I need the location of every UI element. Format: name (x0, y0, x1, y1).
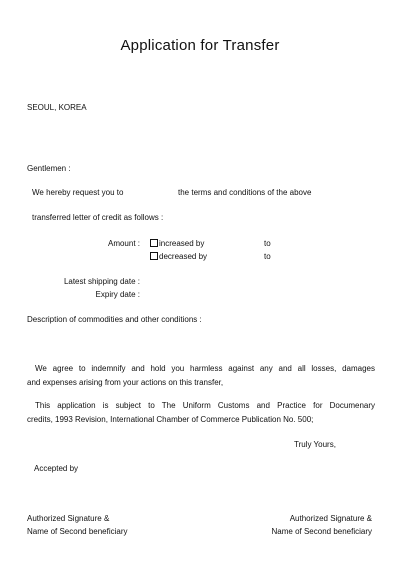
description-label: Description of commodities and other conditions : (27, 315, 202, 324)
decreased-option[interactable] (150, 252, 207, 262)
decreased-label: decreased by (159, 252, 208, 261)
salutation-text: Gentlemen : (27, 164, 71, 173)
closing-text: Truly Yours, (294, 440, 336, 449)
increased-label: increased by (159, 239, 205, 248)
signature-left-line2: Name of Second beneficiary (27, 527, 128, 536)
accepted-by-label: Accepted by (34, 464, 79, 473)
request-text-part1: We hereby request you to (32, 188, 124, 197)
document-title: Application for Transfer (120, 37, 280, 54)
location-text: SEOUL, KOREA (27, 103, 87, 112)
signature-left-line1: Authorized Signature & (27, 514, 110, 523)
request-text-part3: transferred letter of credit as follows : (32, 213, 164, 222)
signature-right-line2: Name of Second beneficiary (271, 527, 372, 536)
indemnify-line1: We agree to indemnify and hold you harmless against any and all losses, damages (35, 364, 375, 373)
decreased-checkbox[interactable] (150, 252, 158, 260)
amount-label: Amount : (107, 239, 140, 248)
increased-to-label: to (264, 239, 271, 248)
increased-checkbox[interactable] (150, 239, 158, 247)
ucp-line1: This application is subject to The Uniform Customs and Practice for Documenary (35, 401, 375, 410)
decreased-to-label: to (264, 252, 271, 261)
indemnify-line2: and expenses arising from your actions on this transfer, (27, 378, 224, 387)
request-text-part2: the terms and conditions of the above (178, 188, 312, 197)
signature-right-line1: Authorized Signature & (289, 514, 372, 523)
latest-shipping-label: Latest shipping date : (63, 277, 140, 286)
expiry-label: Expiry date : (95, 290, 140, 299)
ucp-line2: credits, 1993 Revision, International Chamber of Commerce Publication No. 500; (27, 415, 314, 424)
increased-option[interactable] (150, 239, 204, 249)
